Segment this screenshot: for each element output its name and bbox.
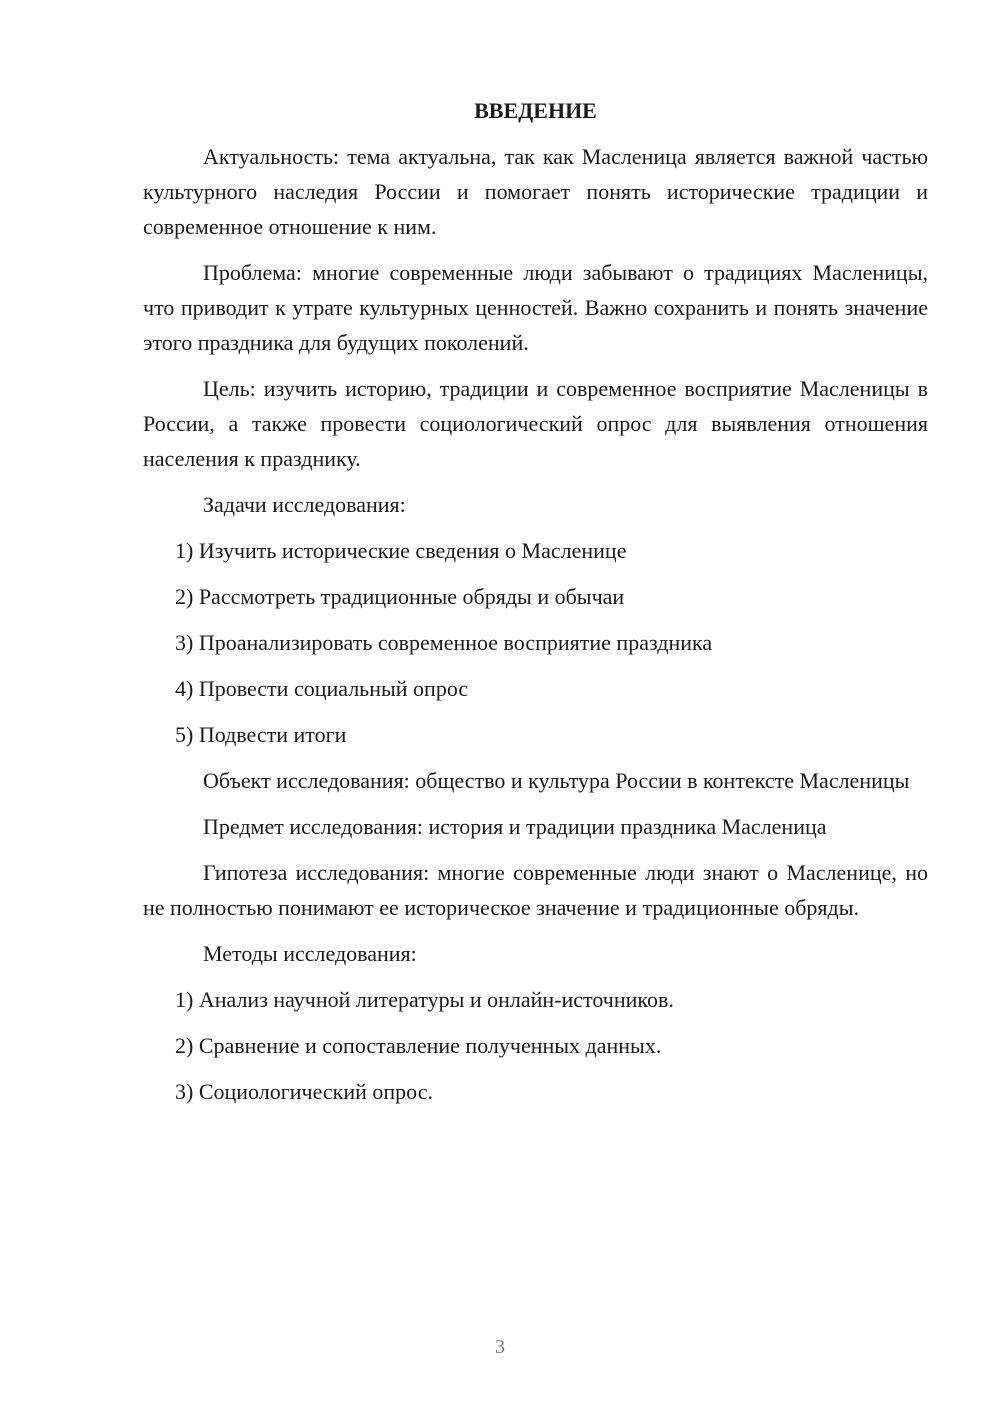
paragraph-object: Объект исследования: общество и культура России в контексте Масленицы <box>203 768 910 793</box>
list-item: 3) Проанализировать современное восприятие праздника <box>175 630 713 655</box>
methods-list <box>143 982 928 1109</box>
methods-heading: Методы исследования: <box>203 941 417 966</box>
paragraph-subject: Предмет исследования: история и традиции праздника Масленица <box>203 814 827 839</box>
tasks-list <box>143 533 928 752</box>
paragraph-relevance: Актуальность: тема актуальна, так как Масленица является важной частью культурного наследия России и помогает понять исторические традиции и современное отношение к ним. <box>143 144 928 239</box>
tasks-heading: Задачи исследования: <box>203 492 406 517</box>
paragraph-hypothesis: Гипотеза исследования: многие современные люди знают о Масленице, но не полностью понимают ее историческое значение и традиционные обряды. <box>143 860 928 920</box>
list-item: 5) Подвести итоги <box>175 722 347 747</box>
list-item: 1) Изучить исторические сведения о Масленице <box>175 538 627 563</box>
list-item: 2) Сравнение и сопоставление полученных данных. <box>175 1033 662 1058</box>
paragraph-problem: Проблема: многие современные люди забывают о традициях Масленицы, что приводит к утрате культурных ценностей. Важно сохранить и понять значение этого праздника для будущих поколений. <box>143 260 928 355</box>
list-item: 2) Рассмотреть традиционные обряды и обычаи <box>175 584 625 609</box>
list-item: 1) Анализ научной литературы и онлайн-источников. <box>175 987 674 1012</box>
paragraph-goal: Цель: изучить историю, традиции и современное восприятие Масленицы в России, а также провести социологический опрос для выявления отношения населения к празднику. <box>143 376 928 471</box>
section-title: ВВЕДЕНИЕ <box>474 98 597 123</box>
page-content <box>143 93 928 1120</box>
list-item: 4) Провести социальный опрос <box>175 676 469 701</box>
list-item: 3) Социологический опрос. <box>175 1079 433 1104</box>
page-number: 3 <box>495 1336 505 1358</box>
